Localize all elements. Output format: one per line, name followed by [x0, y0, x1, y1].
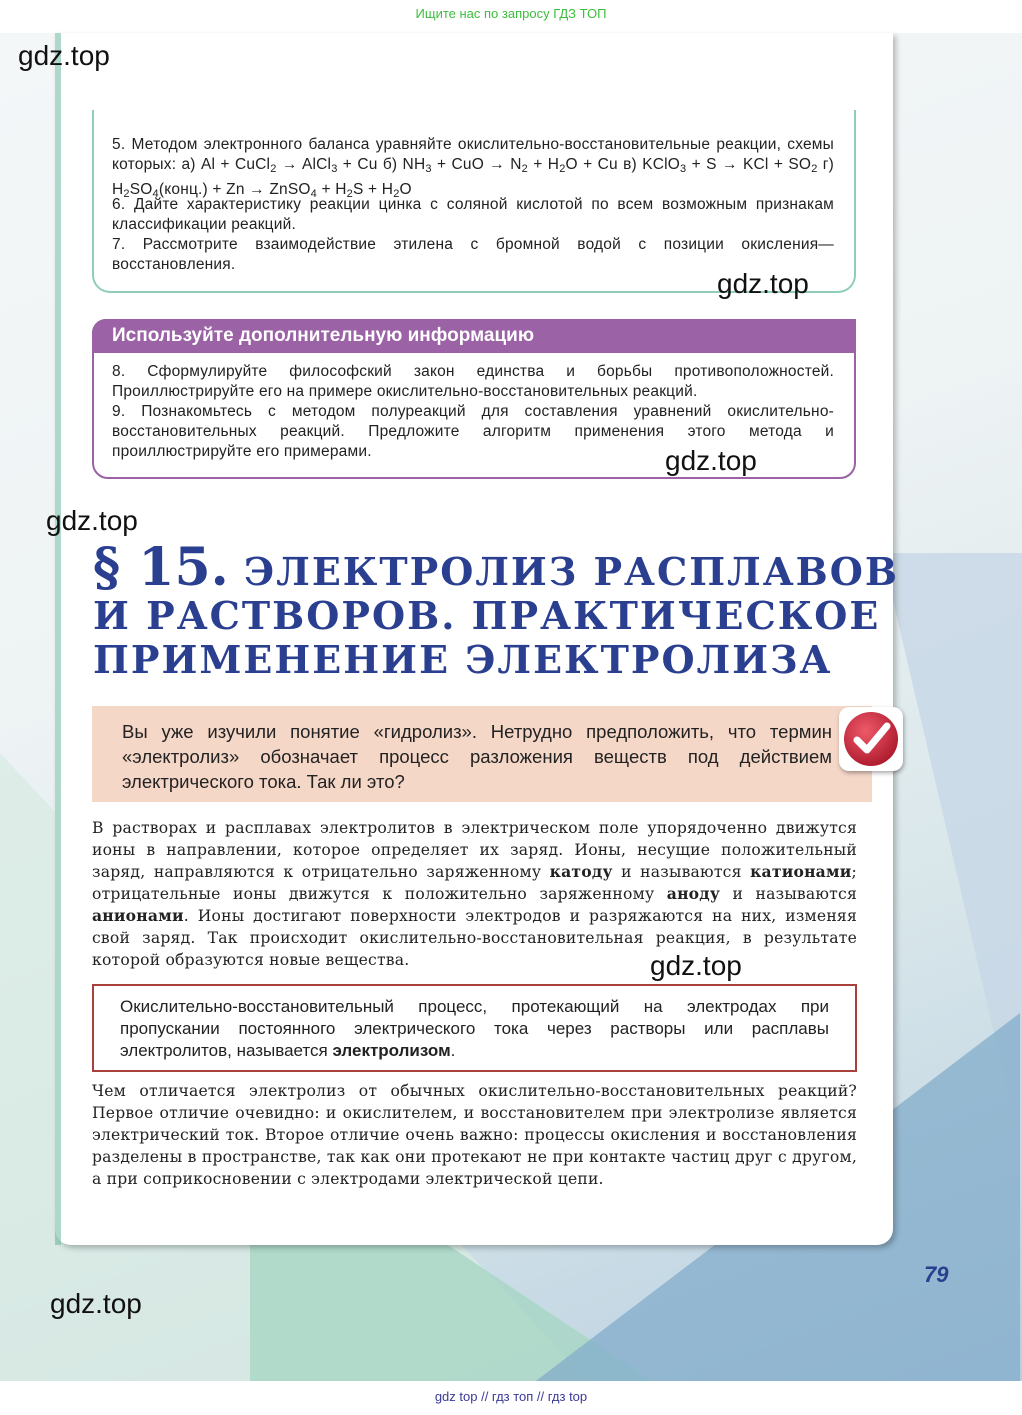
body-paragraph-1: В растворах и расплавах электролитов в электрическом поле упорядоченно движутся ионы в направлении, которое определяет их заряд. Ионы, несущие положительный заряд, направляются к отрицательно заряженному катоду и называются катионами; отрицательные ионы движутся к положительно заряженному аноду и называются анионами. Ионы достигают поверхности электродов и разряжаются на них, изменяя свой заряд. Так происходит окислительно-восстановительная реакция, в результате которой образуются новые вещества. [92, 819, 857, 969]
watermark: gdz.top [665, 445, 757, 476]
section-title [93, 537, 899, 682]
intro-box: Вы уже изучили понятие «гидролиз». Нетрудно предположить, что термин «электролиз» обозначает процесс разложения веществ под действием электрического тока. Так ли это? [92, 706, 872, 802]
task-7: 7. Рассмотрите взаимодействие этилена с бромной водой с позиции окисления—восстановления. [112, 236, 834, 273]
watermark: gdz.top [50, 1288, 142, 1319]
section-title-line2: И РАСТВОРОВ. ПРАКТИЧЕСКОЕ [93, 593, 881, 638]
task-9: 9. Познакомьтесь с методом полуреакций для составления уравнений окислительно-восстановительных реакций. Предложите алгоритм применения этого метода и проиллюстрируйте его примерами. [112, 403, 834, 460]
check-mark-icon [839, 707, 903, 771]
task-6: 6. Дайте характеристику реакции цинка с соляной кислотой по всем возможным признакам классификации реакций. [112, 196, 834, 233]
card-spine [55, 33, 61, 1245]
watermark: gdz.top [717, 268, 809, 299]
extra-info-header: Используйте дополнительную информацию [92, 319, 856, 353]
section-title-line1: ЭЛЕКТРОЛИЗ РАСПЛАВОВ [244, 549, 899, 594]
body-paragraph-2: Чем отличается электролиз от обычных окислительно-восстановительных реакций? Первое отличие очевидно: и окислителем, и восстановителем при электролизе является электрический ток. Второе отличие очень важно: процессы окисления и восстановления разделены в пространстве, так как они протекают не при контакте частиц друг с другом, а при соприкосновении с электродами электрической цепи. [92, 1082, 857, 1188]
watermark: gdz.top [18, 40, 110, 71]
definition-term: электролизом [332, 1041, 451, 1060]
section-title-line3: ПРИМЕНЕНИЕ ЭЛЕКТРОЛИЗА [93, 637, 833, 682]
section-number: § 15. [93, 537, 229, 598]
top-banner[interactable]: Ищите нас по запросу ГДЗ ТОП [415, 6, 607, 21]
task-5: 5. Методом электронного баланса уравняйте окислительно-восстановительные реакции, схемы которых: а) Al + CuCl$_2$ → AlCl$_3$ + Cu б) $NH_3$ + CuO → $N_2 + H_2O + Cu$ в) KClO$_3$ + S → KCl + $SO_2$ г) $H_2SO_4(конц.) + Zn$ → ZnSO$_4$ + $H_2S + H_2O$ [112, 136, 835, 200]
page-number: 79 [924, 1262, 949, 1287]
task-8: 8. Сформулируйте философский закон единства и борьбы противоположностей. Проиллюстрируйте его на примере окислительно-восстановительных реакций. [112, 363, 834, 400]
bottom-banner[interactable]: gdz top // гдз топ // гдз top [434, 1389, 588, 1404]
watermark: gdz.top [46, 505, 138, 536]
watermark: gdz.top [650, 950, 742, 981]
definition-box: Окислительно-восстановительный процесс, протекающий на электродах при пропускании постоянного электрического тока через растворы или расплавы электролитов, называется электролизом. [92, 984, 857, 1072]
